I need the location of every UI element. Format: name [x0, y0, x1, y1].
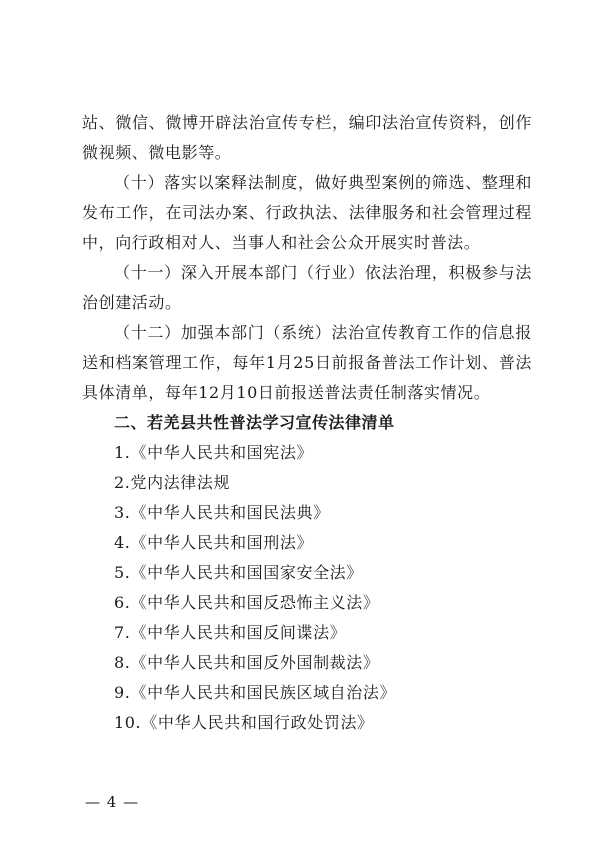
law-list-item: 6.《中华人民共和国反恐怖主义法》	[114, 593, 380, 612]
law-list-item: 3.《中华人民共和国民法典》	[114, 503, 330, 522]
law-list-item: 2.党内法律法规	[114, 473, 231, 492]
law-list-item: 5.《中华人民共和国国家安全法》	[114, 563, 363, 582]
law-list-item: 7.《中华人民共和国反间谍法》	[114, 623, 347, 642]
page-number: — 4 —	[85, 793, 140, 811]
law-list-item: 8.《中华人民共和国反外国制裁法》	[114, 653, 380, 672]
section-heading: 二、若羌县共性普法学习宣传法律清单	[114, 413, 395, 432]
law-list-item: 10.《中华人民共和国行政处罚法》	[114, 713, 374, 732]
law-list-item: 1.《中华人民共和国宪法》	[114, 443, 314, 462]
paragraph-continuation: 站、微信、微博开辟法治宣传专栏，编印法治宣传资料，创作微视频、微电影等。	[82, 113, 532, 162]
law-list-item: 4.《中华人民共和国刑法》	[114, 533, 314, 552]
paragraph-item-11: （十一）深入开展本部门（行业）依法治理，积极参与法治创建活动。	[82, 263, 532, 312]
paragraph-item-10: （十）落实以案释法制度，做好典型案例的筛选、整理和发布工作，在司法办案、行政执法、法律服务和社会管理过程中，向行政相对人、当事人和社会公众开展实时普法。	[82, 173, 532, 252]
paragraph-item-12: （十二）加强本部门（系统）法治宣传教育工作的信息报送和档案管理工作，每年1月25日前报备普法工作计划、普法具体清单，每年12月10日前报送普法责任制落实情况。	[82, 323, 532, 402]
law-list-item: 9.《中华人民共和国民族区域自治法》	[114, 683, 397, 702]
